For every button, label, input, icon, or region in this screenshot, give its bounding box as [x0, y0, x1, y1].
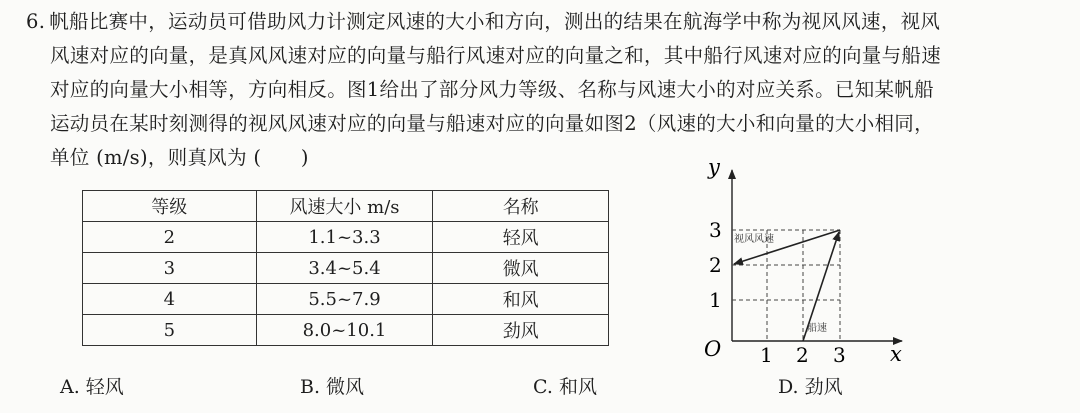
table-cell: 1.1~3.3 — [256, 222, 433, 253]
question-line-1: 6. 帆船比赛中，运动员可借助风力计测定风速的大小和方向，测出的结果在航海学中称为视风风速，视风 — [26, 10, 941, 33]
question-line-5: 单位 (m/s)，则真风为 ( ) — [50, 146, 309, 169]
x-axis-label: x — [890, 342, 902, 366]
x-tick-2: 2 — [796, 343, 809, 367]
question-line-3: 对应的向量大小相等，方向相反。图1给出了部分风力等级、名称与风速大小的对应关系。已知某帆船 — [50, 78, 934, 101]
vector-figure — [690, 148, 920, 378]
table-cell: 3.4~5.4 — [256, 253, 433, 284]
wind-level-table — [82, 190, 609, 346]
y-tick-3: 3 — [709, 218, 722, 242]
table-header-name: 名称 — [433, 191, 609, 222]
option-d[interactable]: D. 劲风 — [778, 376, 843, 398]
table-row — [83, 222, 609, 253]
y-tick-2: 2 — [709, 253, 722, 277]
boat-speed-label: 船速 — [807, 323, 827, 334]
x-tick-3: 3 — [833, 343, 846, 367]
table-header-level: 等级 — [83, 191, 257, 222]
table-header-speed: 风速大小 m/s — [256, 191, 433, 222]
y-axis-label: y — [708, 155, 720, 179]
table-cell: 微风 — [433, 253, 609, 284]
option-a[interactable]: A. 轻风 — [60, 376, 124, 398]
table-row — [83, 284, 609, 315]
table-cell: 轻风 — [433, 222, 609, 253]
origin-label: O — [704, 337, 722, 361]
table-cell: 8.0~10.1 — [256, 315, 433, 346]
table-header-row — [83, 191, 609, 222]
table-row — [83, 253, 609, 284]
table-cell: 5.5~7.9 — [256, 284, 433, 315]
x-tick-1: 1 — [760, 343, 773, 367]
option-c[interactable]: C. 和风 — [533, 376, 597, 398]
table-cell: 2 — [83, 222, 257, 253]
table-cell: 4 — [83, 284, 257, 315]
question-number: 6. — [26, 10, 46, 33]
table-cell: 5 — [83, 315, 257, 346]
table-cell: 和风 — [433, 284, 609, 315]
y-tick-1: 1 — [709, 288, 722, 312]
table-cell: 3 — [83, 253, 257, 284]
option-b[interactable]: B. 微风 — [300, 376, 365, 398]
table-cell: 劲风 — [433, 315, 609, 346]
table-row — [83, 315, 609, 346]
question-line-2: 风速对应的向量，是真风风速对应的向量与船行风速对应的向量之和，其中船行风速对应的向量与船速 — [50, 44, 942, 67]
question-line-4: 运动员在某时刻测得的视风风速对应的向量与船速对应的向量如图2（风速的大小和向量的大小相同， — [50, 112, 934, 135]
apparent-wind-label: 视风风速 — [734, 234, 774, 245]
